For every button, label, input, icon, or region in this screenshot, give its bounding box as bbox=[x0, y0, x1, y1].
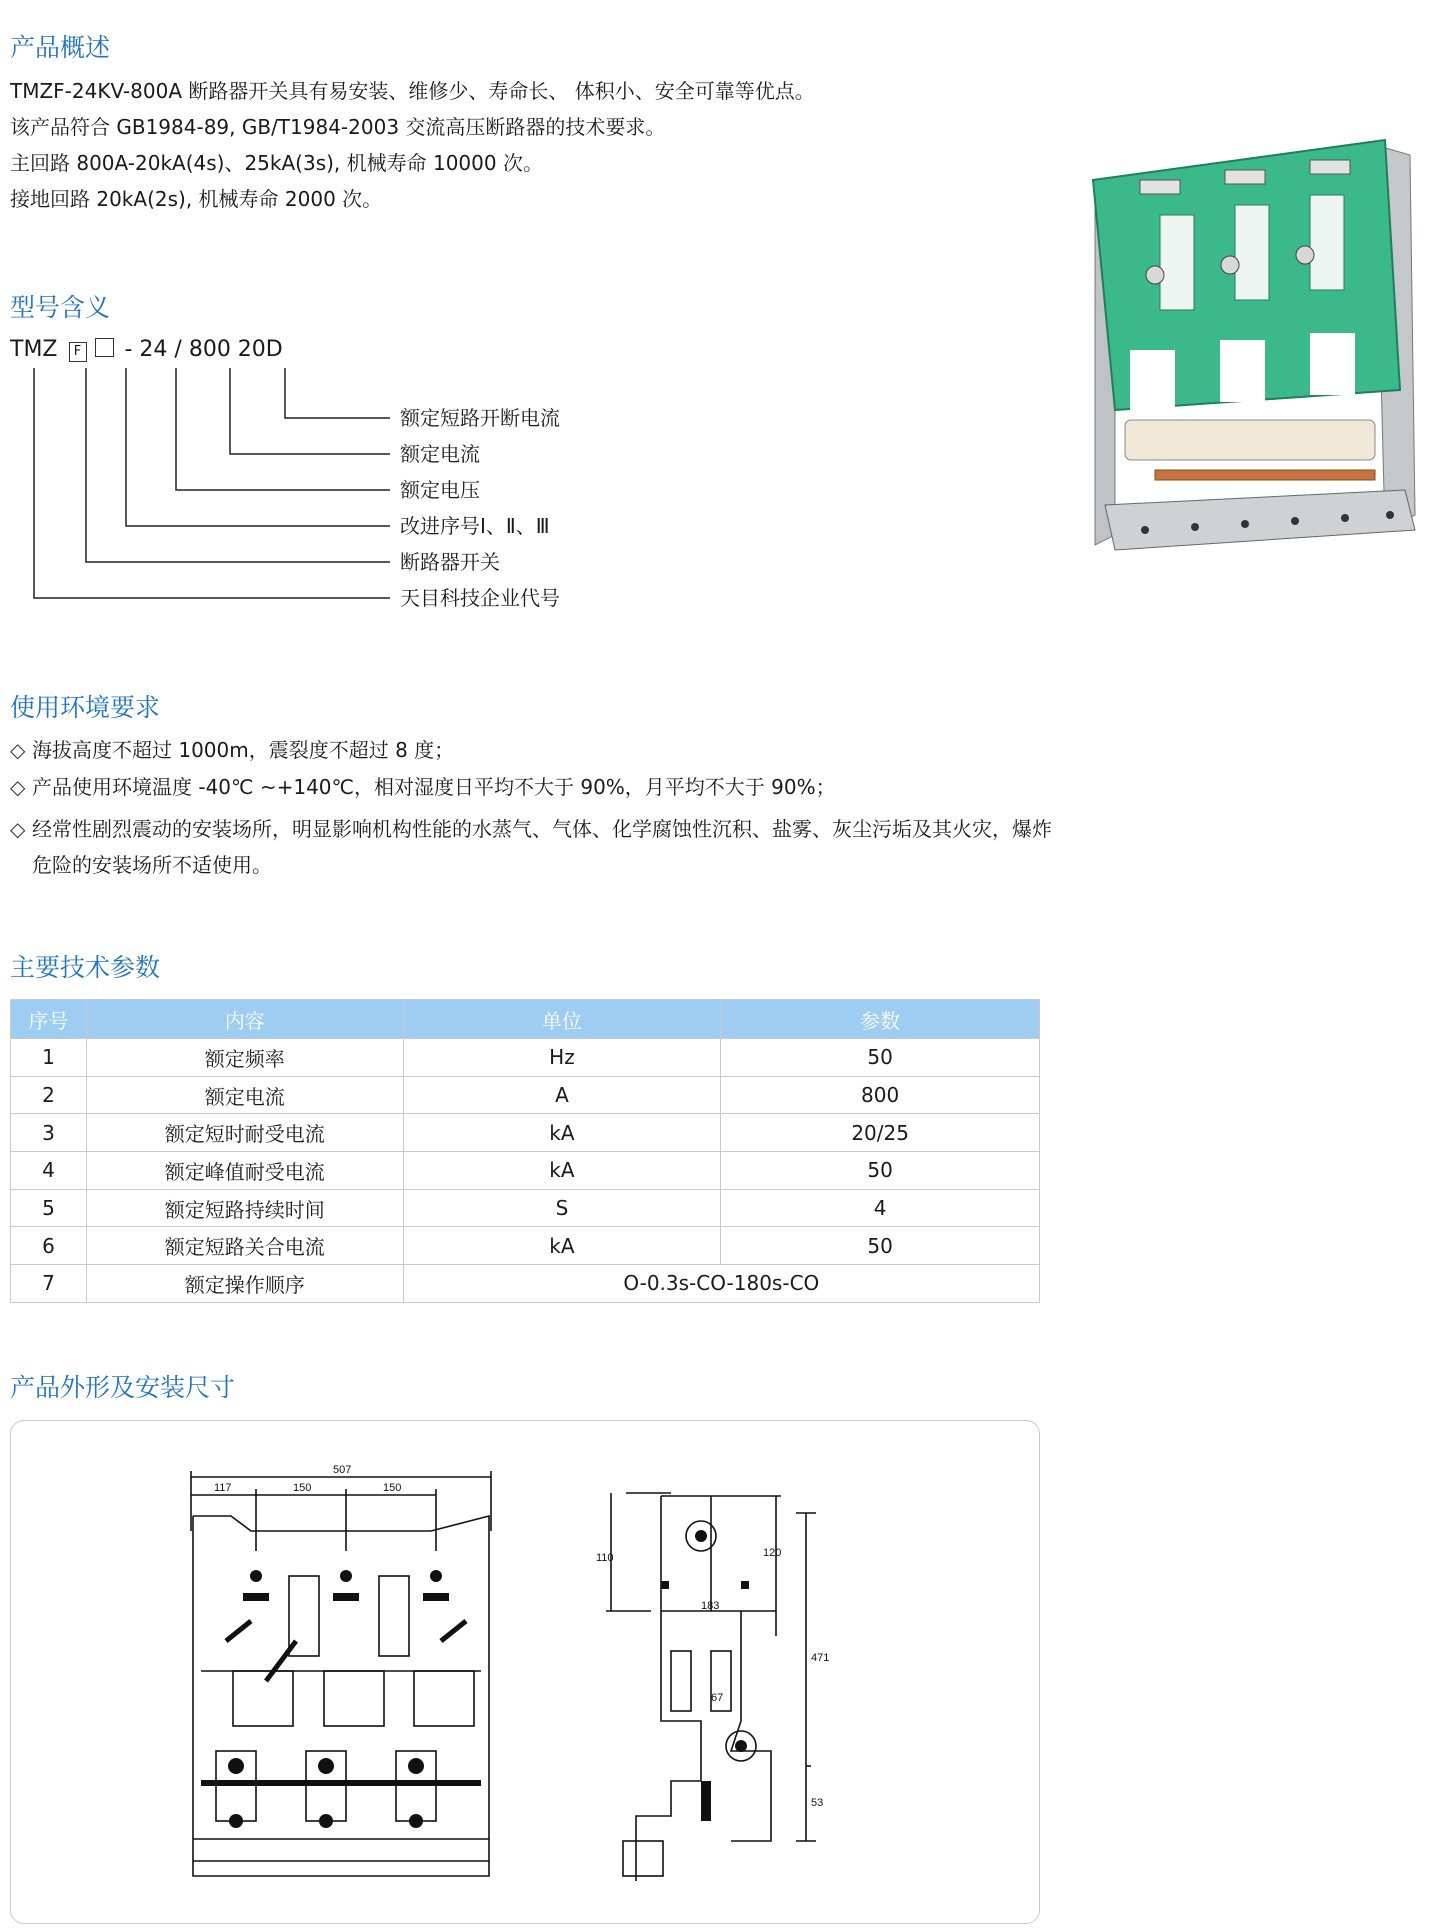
dimensions-title: 产品外形及安装尺寸 bbox=[10, 1373, 236, 1402]
board-cutout-1 bbox=[1130, 350, 1175, 412]
tree-line-6 bbox=[34, 368, 390, 598]
overview-line-1: TMZF-24KV-800A 断路器开关具有易安装、维修少、寿命长、 体积小、安全可靠等优点。 bbox=[10, 79, 815, 103]
cell-no: 2 bbox=[11, 1076, 87, 1114]
cell-unit: kA bbox=[403, 1227, 721, 1265]
diamond-icon: ◇ bbox=[10, 775, 26, 799]
side-view-details bbox=[661, 1530, 749, 1821]
cell-no: 5 bbox=[11, 1189, 87, 1227]
model-tree-lines bbox=[0, 360, 400, 610]
board-cutout-2 bbox=[1220, 340, 1265, 402]
board-slot-1 bbox=[1160, 215, 1194, 310]
dim-side-h2: 120 bbox=[763, 1547, 782, 1559]
specs-header-row bbox=[11, 1000, 1040, 1039]
cell-value: 20/25 bbox=[721, 1114, 1040, 1152]
cell-item: 额定电流 bbox=[86, 1076, 403, 1114]
cell-no: 4 bbox=[11, 1152, 87, 1190]
top-hinge-2 bbox=[1225, 170, 1265, 184]
cell-no: 3 bbox=[11, 1114, 87, 1152]
model-label-3: 额定电压 bbox=[400, 478, 480, 502]
table-row bbox=[11, 1114, 1040, 1152]
model-title: 型号含义 bbox=[10, 293, 111, 322]
overview-line-4: 接地回路 20kA(2s), 机械寿命 2000 次。 bbox=[10, 187, 383, 211]
table-row bbox=[11, 1152, 1040, 1190]
cell-no: 1 bbox=[11, 1039, 87, 1077]
table-row bbox=[11, 1265, 1040, 1303]
environment-item-1-text: 海拔高度不超过 1000m，震裂度不超过 8 度； bbox=[32, 738, 455, 762]
tree-line-3 bbox=[176, 368, 390, 490]
dim-overall-width: 507 bbox=[333, 1464, 352, 1476]
dim-side-h5: 53 bbox=[811, 1797, 824, 1809]
contact-1 bbox=[1146, 266, 1164, 284]
cell-item: 额定短路关合电流 bbox=[86, 1227, 403, 1265]
cell-value: 50 bbox=[721, 1227, 1040, 1265]
model-label-1: 额定短路开断电流 bbox=[400, 406, 560, 430]
model-label-2: 额定电流 bbox=[400, 442, 480, 466]
insulator-bar bbox=[1125, 420, 1375, 460]
table-row bbox=[11, 1076, 1040, 1114]
environment-item-2 bbox=[10, 774, 836, 800]
model-label-5: 断路器开关 bbox=[400, 550, 500, 574]
overview-line-3: 主回路 800A-20kA(4s)、25kA(3s), 机械寿命 10000 次。 bbox=[10, 151, 543, 175]
dim-side-h1: 110 bbox=[596, 1552, 614, 1564]
tree-line-4 bbox=[126, 368, 390, 526]
table-row bbox=[11, 1227, 1040, 1265]
side-view-drawing bbox=[606, 1493, 816, 1881]
copper-busbar bbox=[1155, 470, 1375, 480]
environment-item-1 bbox=[10, 737, 454, 763]
dim-width-3: 150 bbox=[383, 1482, 402, 1494]
base-plate bbox=[1105, 490, 1415, 550]
side-view-dim-text bbox=[596, 1547, 829, 1809]
cell-no: 7 bbox=[11, 1265, 87, 1303]
cell-item: 额定操作顺序 bbox=[86, 1265, 403, 1303]
cell-item: 额定频率 bbox=[86, 1039, 403, 1077]
environment-item-2-text: 产品使用环境温度 -40℃ ~+140℃，相对湿度日平均不大于 90%，月平均不大于 90%； bbox=[32, 775, 836, 799]
board-slot-2 bbox=[1235, 205, 1269, 300]
cell-unit: S bbox=[403, 1189, 721, 1227]
contact-2 bbox=[1221, 256, 1239, 274]
header-item: 内容 bbox=[86, 1000, 403, 1039]
specs-title: 主要技术参数 bbox=[10, 953, 161, 982]
top-hinge-3 bbox=[1310, 160, 1350, 174]
top-hinge-1 bbox=[1140, 180, 1180, 194]
cell-unit: kA bbox=[403, 1114, 721, 1152]
cell-value: 50 bbox=[721, 1039, 1040, 1077]
cell-item: 额定短时耐受电流 bbox=[86, 1114, 403, 1152]
environment-title: 使用环境要求 bbox=[10, 693, 161, 722]
tree-line-1 bbox=[285, 368, 390, 418]
overview-line-2: 该产品符合 GB1984-89, GB/T1984-2003 交流高压断路器的技术要求。 bbox=[10, 115, 666, 139]
dimension-drawing-panel bbox=[10, 1420, 1040, 1924]
cell-unit: Hz bbox=[403, 1039, 721, 1077]
board-cutout-3 bbox=[1310, 333, 1355, 395]
dim-width-2: 150 bbox=[293, 1482, 312, 1494]
environment-item-3-text: 经常性剧烈震动的安装场所，明显影响机构性能的水蒸气、气体、化学腐蚀性沉积、盐雾、灰尘污垢及其火灾，爆炸危险的安装场所不适使用。 bbox=[32, 817, 1052, 877]
overview-title: 产品概述 bbox=[10, 33, 111, 62]
tree-line-2 bbox=[230, 368, 390, 454]
front-view-dim-text bbox=[214, 1464, 401, 1494]
dim-side-h3: 183 bbox=[701, 1600, 720, 1612]
header-value: 参数 bbox=[721, 1000, 1040, 1039]
model-code-box: F bbox=[69, 342, 87, 362]
header-unit: 单位 bbox=[403, 1000, 721, 1039]
tree-line-5 bbox=[86, 368, 390, 562]
cell-value: 4 bbox=[721, 1189, 1040, 1227]
environment-item-3 bbox=[10, 811, 1067, 883]
dim-side-h6: 67 bbox=[711, 1692, 724, 1704]
diamond-icon: ◇ bbox=[10, 817, 26, 841]
model-code-prefix: TMZ bbox=[10, 337, 58, 362]
diamond-icon: ◇ bbox=[10, 738, 26, 762]
dim-width-1: 117 bbox=[214, 1482, 232, 1494]
table-row bbox=[11, 1039, 1040, 1077]
board-slot-3 bbox=[1310, 195, 1344, 290]
model-code-empty-box bbox=[95, 338, 114, 357]
cell-item: 额定峰值耐受电流 bbox=[86, 1152, 403, 1190]
cell-value: 800 bbox=[721, 1076, 1040, 1114]
model-code-suffix: - 24 / 800 20D bbox=[124, 337, 283, 362]
contact-3 bbox=[1296, 246, 1314, 264]
cell-item: 额定短路持续时间 bbox=[86, 1189, 403, 1227]
dimension-drawings bbox=[11, 1421, 1039, 1923]
header-no: 序号 bbox=[11, 1000, 87, 1039]
cell-unit: kA bbox=[403, 1152, 721, 1190]
model-label-6: 天目科技企业代号 bbox=[400, 586, 560, 610]
table-row bbox=[11, 1189, 1040, 1227]
dim-side-h4: 471 bbox=[811, 1652, 830, 1664]
cell-merged-value: O-0.3s-CO-180s-CO bbox=[403, 1265, 1039, 1303]
product-photo bbox=[1085, 135, 1425, 575]
cell-unit: A bbox=[403, 1076, 721, 1114]
cell-no: 6 bbox=[11, 1227, 87, 1265]
model-label-4: 改进序号Ⅰ、Ⅱ、Ⅲ bbox=[400, 514, 550, 538]
front-view-details bbox=[228, 1570, 449, 1828]
specs-table bbox=[10, 999, 1040, 1303]
cell-value: 50 bbox=[721, 1152, 1040, 1190]
